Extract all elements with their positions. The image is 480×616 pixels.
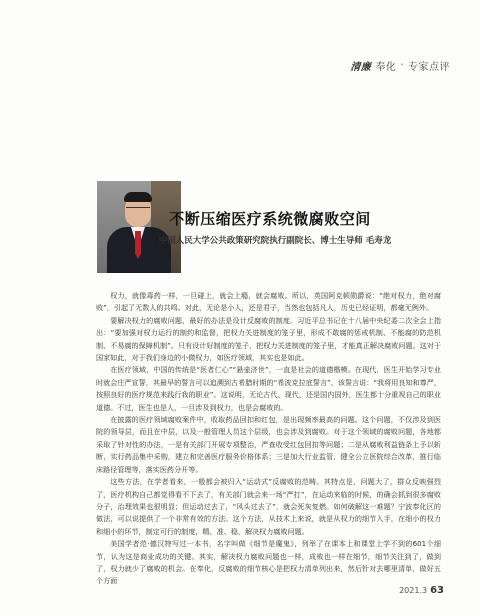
header-column: 专家点评: [408, 62, 450, 73]
paragraph: 要解决权力的腐败问题，最好的办法是设计反腐败的制度。习近平总书记在十八届中央纪委二次全会上指出：“要加强对权力运行的制约和监督，把权力关进制度的笼子里，形成不敢腐的惩戒机制、不能腐的防范机制、不易腐的保障机制”。只有设计好制度的笼子，把权力关进制度的笼子里，才能真正解决腐败问题。这对于国家如此，对于我们身边的小微权力，如医疗领域，其实也是如此。: [96, 315, 441, 363]
article-title: 不断压缩医疗系统微腐败空间: [169, 210, 371, 228]
page-number: 63: [430, 585, 444, 596]
header-separator: ·: [400, 60, 404, 71]
article-byline: 中国人民大学公共政策研究院执行副院长、博士生导师 毛寿龙: [158, 236, 392, 246]
paragraph: 在披露的医疗领域腐败案件中，收取药品回扣和红包，是出现频率最高的问题。这个问题，不仅涉及到医院的领导层，而且在中层，以及一般管理人员这个层级，也会涉及到腐败。对于这个领域的腐败问题，各地都采取了针对性的办法，一是有关部门开展专项整治，严查收受红包回扣等问题；二是从腐败利益链条上予以斩断，实行药品集中采购，建立和完善医疗服务价格体系；三是加大行业监管，健全公立医院综合改革，推行临床路径管理等，落实医药分开等。: [96, 415, 441, 474]
page-header: [350, 58, 450, 73]
article-body: [96, 290, 441, 588]
paragraph: 这些方法，在学者看来，一般都会被归入“运动式”反腐败的范畴。其特点是，问题大了，群众反映强烈了，医疗机构自己都觉得看不下去了，有关部门就会来一场“严打”，在运动来临的时候，的确会抓到很多腐败分子，治理效果也很明显；但运动过去了，“风头过去了”，就会死灰复燃。如何破解这一难题？宁波奉化区的做法，可以说提供了一个非常有效的方法。这个方法，从技术上来说，就是从权力的细节入手，在细小的权力和细小的环节，制定可行的制度，精、准、稳，解决权力腐败问题。: [96, 477, 441, 536]
page-footer: [399, 585, 444, 596]
paragraph: 权力，就像毒药一样，一旦碰上，就会上瘾，就会腐败。所以，英国阿克顿勋爵说：“绝对权力，绝对腐败”，引起了无数人的共鸣。对此，无论是小人，还是君子，当然也包括凡人，历史已经证明，都毫无例外。: [96, 291, 441, 313]
paragraph: 在医疗领域，中国的传统是“医者仁心”“悬壶济世”，一直是社会的道德楷模。在现代，医生开始学习专业时就会庄严宣誓，其最早的誓言可以追溯到古希腊时期的“希波克拉底誓言”，该誓言说：“我将用良知和尊严，按照良好的医疗规范来践行我的职业”。这说明，无论古代、现代，还是国内国外，医生都十分重视自己的职业道德。不过，医生也是人，一旦涉及到权力，也是会腐败的。: [96, 365, 441, 412]
header-brand: 清廉: [350, 62, 372, 73]
header-section: 奉化: [375, 62, 397, 73]
paragraph: 美国学者范·德汉特写过一本书，名字叫做《细节是魔鬼》，列举了在课本上和课堂上学不到的601个细节，认为这是商业成功的关键。其实，解决权力腐败问题也一样，成败也一样在细节，细节关注到了，做到了，权力就少了腐败的机会。在奉化，反腐败的细节核心是把权力清单列出来，然后针对去哪里清单，做好五个方面: [96, 539, 441, 586]
issue-date: 2021.3: [399, 586, 428, 595]
